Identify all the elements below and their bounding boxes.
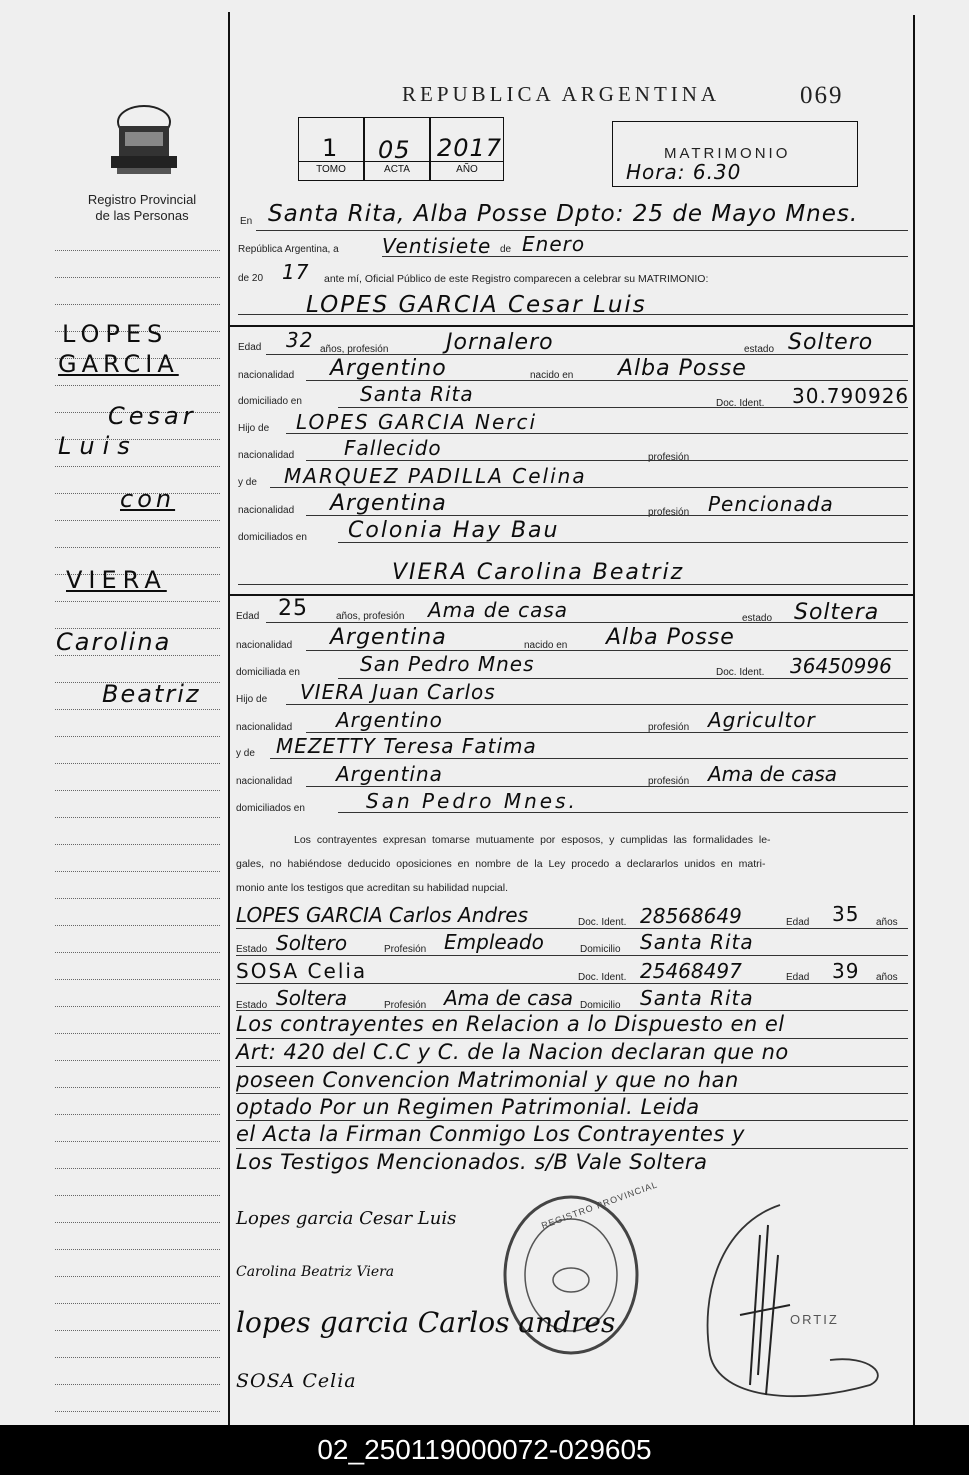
witness1-edad-label: Edad (786, 917, 810, 928)
groom-padres-dom: Colonia Hay Bau (348, 518, 560, 543)
de-label: de (500, 244, 512, 255)
ledger-line (55, 520, 220, 521)
ledger-line (55, 1249, 220, 1250)
groom-nacionalidad: Argentino (330, 356, 447, 381)
witness1-estado-label: Estado (236, 944, 268, 955)
ledger-line (55, 1168, 220, 1169)
place-value: Santa Rita, Alba Posse Dpto: 25 de Mayo Mnes. (268, 201, 859, 227)
bride-profesion: Ama de casa (428, 598, 569, 622)
note-line-2: Art: 420 del C.C y C. de la Nacion declaran que no (236, 1040, 789, 1064)
witness2-edad: 39 (832, 959, 860, 983)
matrimonio-label: MATRIMONIO (664, 145, 791, 162)
groom-name: LOPES GARCIA Cesar Luis (306, 292, 647, 318)
bride-dom-label: domiciliada en (236, 667, 300, 678)
declaration-line-2: gales, no habiéndose deducido oposiciones en nombre de la Ley procedo a declararlos unidos en matri- (236, 858, 766, 870)
note-line-3: poseen Convencion Matrimonial y que no han (236, 1068, 739, 1092)
groom-madre-nac: Argentina (330, 491, 447, 516)
right-border-line (913, 15, 915, 1425)
witness2-estado-label: Estado (236, 1000, 268, 1011)
witness2-dom-label: Domicilio (580, 1000, 621, 1011)
ledger-line (55, 898, 220, 899)
ledger-line (55, 925, 220, 926)
bride-anios-label: años, profesión (336, 611, 405, 622)
margin-line-8: Beatriz (102, 680, 201, 708)
groom-nacido: Alba Posse (618, 356, 747, 381)
witness2-prof-label: Profesión (384, 1000, 427, 1011)
witness1-edad: 35 (832, 902, 860, 926)
ledger-line (55, 1060, 220, 1061)
ledger-line (55, 1087, 220, 1088)
ledger-line (55, 1303, 220, 1304)
bride-doc-label: Doc. Ident. (716, 667, 765, 678)
groom-doc: 30.790926 (792, 384, 910, 408)
bride-hijo-label: Hijo de (236, 694, 268, 705)
bride-padre-nac: Argentino (336, 708, 443, 732)
ledger-line (55, 763, 220, 764)
declaration-line-1: Los contrayentes expresan tomarse mutuamente por esposos, y cumplidas las formalidades le- (294, 834, 771, 846)
ledger-line (55, 1357, 220, 1358)
ledger-line (55, 277, 220, 278)
witness1-profesion: Empleado (444, 930, 544, 954)
ledger-line (55, 1195, 220, 1196)
ledger-line (55, 1033, 220, 1034)
ledger-line (55, 844, 220, 845)
acta-label: ACTA (384, 164, 410, 175)
anio-label: AÑO (456, 164, 478, 175)
document-id-footer: 02_250119000072-029605 (0, 1425, 969, 1475)
margin-line-4: Luis (58, 432, 138, 460)
month-value: Enero (522, 232, 586, 256)
witness2-doc-label: Doc. Ident. (578, 972, 627, 983)
page-number: 069 (800, 82, 844, 109)
ledger-line (55, 547, 220, 548)
ledger-line (55, 709, 220, 710)
ledger-line (55, 1222, 220, 1223)
ledger-line (55, 250, 220, 251)
groom-madre-prof: Pencionada (708, 492, 834, 516)
groom-edad-label: Edad (238, 342, 262, 353)
bride-madre: MEZETTY Teresa Fatima (276, 734, 537, 758)
witness1-name: LOPES GARCIA Carlos Andres (236, 903, 529, 927)
witness1-estado: Soltero (276, 931, 348, 955)
groom-padre-prof-label: profesión (648, 452, 690, 463)
ledger-line (55, 385, 220, 386)
ledger-line (55, 1141, 220, 1142)
groom-doc-label: Doc. Ident. (716, 398, 765, 409)
provincial-seal-icon (105, 100, 183, 182)
note-line-6: Los Testigos Mencionados. s/B Vale Soltera (236, 1150, 708, 1174)
witness1-anios-label: años (876, 917, 898, 928)
witness1-prof-label: Profesión (384, 944, 427, 955)
ledger-line (55, 979, 220, 980)
witness2-name: SOSA Celia (236, 959, 368, 983)
bride-madre-prof: Ama de casa (708, 762, 838, 786)
bride-name: VIERA Carolina Beatriz (392, 560, 685, 585)
bride-madre-nac-label: nacionalidad (236, 776, 293, 787)
ledger-line (55, 736, 220, 737)
ledger-line (55, 817, 220, 818)
witness2-doc: 25468497 (640, 959, 742, 983)
note-line-1: Los contrayentes en Relacion a lo Dispuesto en el (236, 1012, 785, 1036)
groom-nac-label: nacionalidad (238, 370, 295, 381)
bride-doms-label: domiciliados en (236, 803, 305, 814)
bride-edad-label: Edad (236, 611, 260, 622)
tomo-value: 1 (322, 134, 339, 162)
margin-line-2: GARCIA (58, 350, 179, 378)
en-label: En (240, 216, 253, 227)
margin-line-1: LOPES (62, 320, 169, 348)
witness2-domicilio: Santa Rita (640, 986, 754, 1010)
bride-estado: Soltera (794, 600, 880, 625)
groom-domicilio: Santa Rita (360, 382, 474, 406)
bride-estado-label: estado (742, 613, 773, 624)
ledger-line (55, 871, 220, 872)
groom-doms-label: domiciliados en (238, 532, 307, 543)
note-line-5: el Acta la Firman Conmigo Los Contrayentes y (236, 1122, 745, 1146)
bride-padres-dom: San Pedro Mnes. (366, 789, 578, 813)
ledger-line (55, 1114, 220, 1115)
registry-label: Registro Provincial de las Personas (87, 192, 197, 223)
ledger-line (55, 952, 220, 953)
witness2-profesion: Ama de casa (444, 986, 574, 1010)
groom-estado: Soltero (788, 330, 874, 355)
republica-label: República Argentina, a (238, 244, 339, 255)
groom-madre-nac-label: nacionalidad (238, 505, 295, 516)
acta-value: 05 (378, 136, 411, 164)
tomo-label: TOMO (316, 164, 346, 175)
signature-1: Lopes garcia Cesar Luis (236, 1208, 457, 1229)
margin-line-6: VIERA (66, 566, 167, 594)
official-signature-icon (650, 1195, 900, 1410)
de20-label: de 20 (238, 273, 264, 284)
page-title: REPUBLICA ARGENTINA (402, 82, 721, 106)
margin-line-3: Cesar (108, 402, 197, 430)
witness1-domicilio: Santa Rita (640, 930, 754, 954)
signature-2: Carolina Beatriz Viera (236, 1264, 395, 1280)
groom-padre-nac: Fallecido (344, 436, 442, 460)
ledger-line (55, 790, 220, 791)
margin-line-7: Carolina (56, 628, 172, 656)
witness1-doc-label: Doc. Ident. (578, 917, 627, 928)
witness1-dom-label: Domicilio (580, 944, 621, 955)
signature-3: lopes garcia Carlos andres (236, 1306, 616, 1339)
bride-padre: VIERA Juan Carlos (300, 680, 496, 704)
groom-padre: LOPES GARCIA Nerci (296, 410, 538, 434)
groom-madre-prof-label: profesión (648, 507, 690, 518)
left-border-line (228, 12, 230, 1425)
bride-padre-nac-label: nacionalidad (236, 722, 293, 733)
bride-nacido: Alba Posse (606, 625, 735, 650)
ledger-line (55, 1384, 220, 1385)
ledger-line (55, 1006, 220, 1007)
witness2-estado: Soltera (276, 986, 348, 1010)
anio-value: 2017 (437, 134, 503, 162)
groom-padre-nac-label: nacionalidad (238, 450, 295, 461)
groom-hijo-label: Hijo de (238, 423, 270, 434)
witness2-anios-label: años (876, 972, 898, 983)
ledger-line (55, 1276, 220, 1277)
groom-anios-label: años, profesión (320, 344, 389, 355)
ledger-line (55, 1411, 220, 1412)
bride-nac-label: nacionalidad (236, 640, 293, 651)
bride-nacido-label: nacido en (524, 640, 568, 651)
bride-yde-label: y de (236, 748, 255, 759)
witness1-doc: 28568649 (640, 904, 742, 928)
ledger-line (55, 466, 220, 467)
bride-edad: 25 (278, 596, 308, 621)
declaration-line-3: monio ante los testigos que acreditan su habilidad nupcial. (236, 882, 509, 894)
stamp-official-text: ORTIZ (790, 1312, 839, 1327)
day-value: Ventisiete (382, 234, 492, 258)
groom-edad: 32 (286, 328, 314, 352)
groom-nacido-label: nacido en (530, 370, 574, 381)
groom-dom-label: domiciliado en (238, 396, 302, 407)
groom-yde-label: y de (238, 477, 257, 488)
ledger-line (55, 601, 220, 602)
bride-madre-prof-label: profesión (648, 776, 690, 787)
signature-4: SOSA Celia (236, 1370, 357, 1392)
bride-doc: 36450996 (790, 654, 892, 678)
ledger-line (55, 304, 220, 305)
margin-line-5: con (120, 485, 176, 513)
note-line-4: optado Por un Regimen Patrimonial. Leida (236, 1095, 700, 1119)
bride-nacionalidad: Argentina (330, 625, 447, 650)
year-value: 17 (282, 260, 310, 284)
stamp-ring-text: REGISTRO PROVINCIAL (539, 1179, 660, 1231)
bride-padre-prof-label: profesión (648, 722, 690, 733)
groom-madre: MARQUEZ PADILLA Celina (284, 464, 587, 488)
bride-padre-prof: Agricultor (708, 708, 816, 732)
witness2-edad-label: Edad (786, 972, 810, 983)
hora-value: Hora: 6.30 (626, 160, 742, 184)
bride-madre-nac: Argentina (336, 762, 443, 786)
groom-profesion: Jornalero (446, 330, 554, 355)
ante-text: ante mí, Oficial Público de este Registro comparecen a celebrar su MATRIMONIO: (324, 273, 709, 285)
bride-domicilio: San Pedro Mnes (360, 652, 535, 676)
ledger-line (55, 1330, 220, 1331)
groom-estado-label: estado (744, 344, 775, 355)
